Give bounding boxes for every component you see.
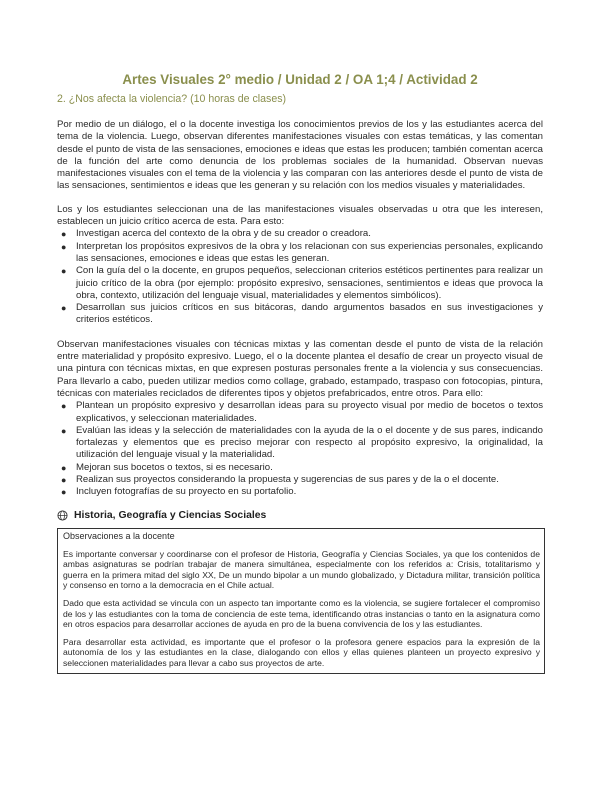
bullet-icon: ● [61,241,67,252]
bullet-icon: ● [61,266,67,277]
page-title: Artes Visuales 2° medio / Unidad 2 / OA 1;4 / Actividad 2 [122,72,478,87]
activity-subtitle: 2. ¿Nos afecta la violencia? (10 horas de clases) [57,93,287,105]
bullet-icon: ● [61,487,67,498]
critique-bullet-list [57,228,543,326]
bullet-icon: ● [61,475,67,486]
globe-icon [57,510,68,521]
project-paragraph: Observan manifestaciones visuales con técnicas mixtas y las comentan desde el punto de vista de la relación entre materialidad y propósito expresivo. Luego, el o la docente plantea el desafío de crear un proyecto visual de una pintura con técnicas mixtas, en que expresen posturas personales frente a la violencia y sus consecuencias. Para llevarlo a cabo, pueden utilizar medios como collage, grabado, estampado, traspaso con fotocopias, pintura, técnicas con materiales reciclados de diferentes tipos y objetos prefabricados, entre otros. Para ello: [57,338,543,399]
list-item: ● Investigan acerca del contexto de la obra y de su creador o creadora. [61,228,371,240]
bullet-icon: ● [61,425,67,436]
list-item: ● Realizan sus proyectos considerando la propuesta y sugerencias de sus pares y de la o el docente. [61,474,499,486]
list-item: ● Mejoran sus bocetos o textos, si es necesario. [61,461,273,473]
observations-box [57,528,545,674]
observations-paragraph: Dado que esta actividad se vincula con un aspecto tan importante como es la violencia, se sugiere fortalecer el compromiso de los y las estudiantes con la toma de conciencia de este tema, identificando otras instancias o tanto en la asignatura como en otros espacios para desarrollar acciones de ayuda en pro de la buena convivencia de los y las estudiantes. [63,597,540,630]
list-item: ● Evalúan las ideas y la selección de materialidades con la ayuda de la o el docente y de sus pares, indicando fortalezas y elementos que es preciso mejorar con respecto al propósito expresivo, la originalidad, la utilización del lenguaje visual y la materialidad. [61,424,543,461]
list-item: ● Interpretan los propósitos expresivos de la obra y los relacionan con sus experiencias personales, explicando las sensaciones, emociones e ideas que estas les generan. [61,240,543,264]
bullet-icon: ● [61,229,67,240]
critique-paragraph: Los y los estudiantes seleccionan una de las manifestaciones visuales observadas u otra que les interesen, establecen un juicio crítico acerca de esta. Para esto: [57,203,543,228]
list-item: ● Con la guía del o la docente, en grupos pequeños, seleccionan criterios estéticos pertinentes para realizar un juicio crítico de la obra (por ejemplo: propósito expresivo, sensaciones, sentimientos e ideas que provoca la obra, contexto, utilización del lenguaje visual, materialidades y elementos simbólicos). [61,265,543,301]
project-bullet-list [57,400,543,498]
bullet-icon: ● [61,303,67,314]
observations-paragraph: Es importante conversar y coordinarse con el profesor de Historia, Geografía y Ciencias Sociales, ya que los contenidos de ambas asignaturas se podrían trabajar de manera simultánea, especialmente con los referidos a: Crisis, totalitarismo y guerra en la primera mitad del siglo XX, De un mundo bipolar a un mundo globalizado, y Dictadura militar, transición política y consenso en torno a la democracia en el Chile actual. [63,548,540,591]
intro-paragraph: Por medio de un diálogo, el o la docente investiga los conocimientos previos de los y las estudiantes acerca del tema de la violencia. Luego, observan diferentes manifestaciones visuales con estas temáticas, y las comentan desde el punto de vista de las sensaciones, emociones e ideas que estas les producen; también comentan acerca de la función del arte como denuncia de los problemas sociales de la humanidad. Observan nuevas manifestaciones visuales con el tema de la violencia y las comparan con las anteriores desde el punto de vista de las sensaciones, sentimientos e ideas que les generan y su relación con los medios visuales y materialidades. [57,119,543,192]
list-item: ● Plantean un propósito expresivo y desarrollan ideas para su proyecto visual por medio de bocetos o textos explicativos, y seleccionan materialidades. [61,400,543,424]
section-heading-text: Historia, Geografía y Ciencias Sociales [74,509,267,521]
list-item: ● Incluyen fotografías de su proyecto en su portafolio. [61,486,297,498]
observations-paragraph: Para desarrollar esta actividad, es importante que el profesor o la profesora genere espacios para la expresión de la autonomía de los y las estudiantes en la clase, dialogando con ellos y ellas quienes planteen un proyecto expresivo y seleccionen materialidades para llevar a cabo sus proyectos de arte. [63,636,540,668]
observations-title: Observaciones a la docente [63,530,175,541]
bullet-icon: ● [61,401,67,412]
list-item: ● Desarrollan sus juicios críticos en sus bitácoras, dando argumentos basados en sus investigaciones y criterios estéticos. [61,302,543,326]
bullet-icon: ● [61,462,67,473]
section-heading [57,509,543,523]
